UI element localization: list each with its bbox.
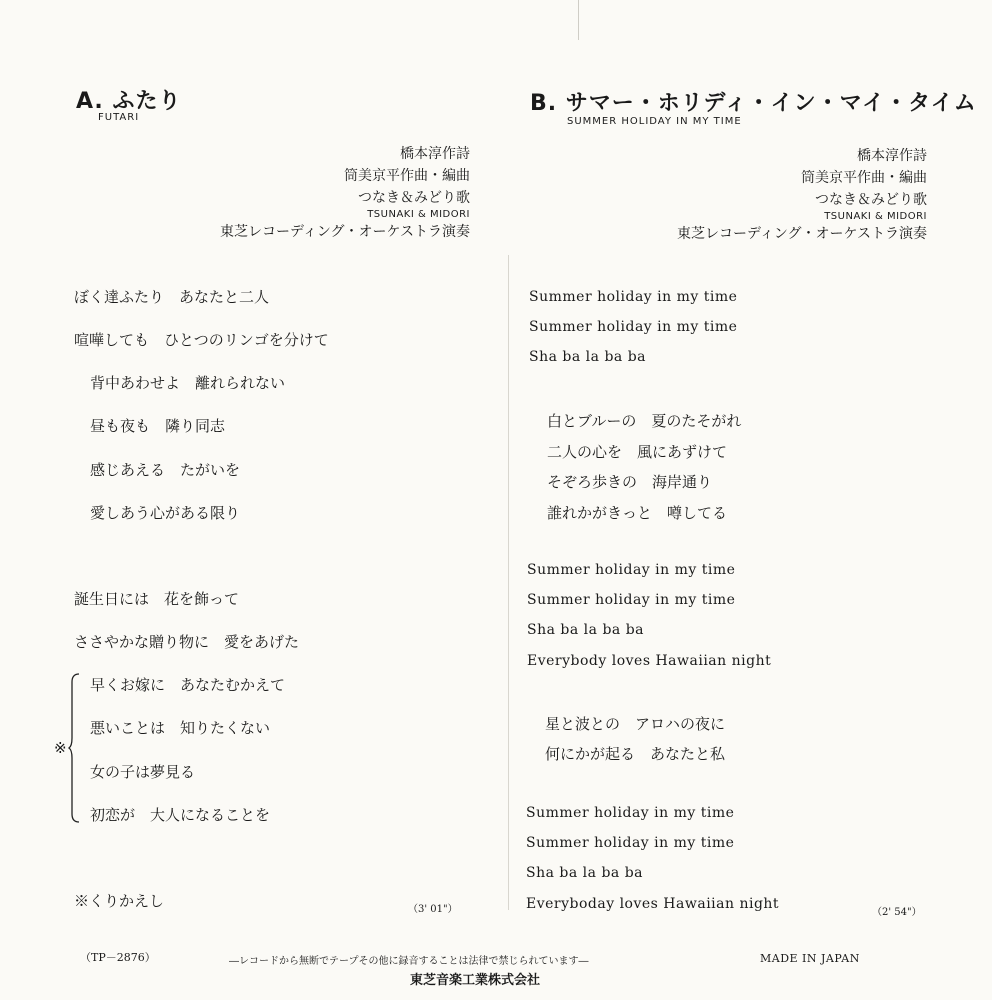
lyric-line: 感じあえる たがいを <box>90 461 241 479</box>
side-b-composer: 筒美京平作曲・編曲 <box>801 170 927 186</box>
side-a-duration: （3' 01"） <box>408 904 458 915</box>
lyric-line: Summer holiday in my time <box>527 562 736 578</box>
side-b-title: B. サマー・ホリディ・イン・マイ・タイム <box>530 91 977 116</box>
repeat-mark: ※ <box>54 739 67 757</box>
lyric-line: Everybody loves Hawaiian night <box>527 653 772 669</box>
lyric-line: 女の子は夢見る <box>90 763 196 781</box>
lyric-line: ぼく達ふたり あなたと二人 <box>74 288 270 306</box>
lyric-line: 初恋が 大人になることを <box>90 806 271 824</box>
lyric-line: ささやかな贈り物に 愛をあげた <box>74 633 300 651</box>
side-a-orchestra: 東芝レコーディング・オーケストラ演奏 <box>219 224 470 240</box>
side-a-composer: 筒美京平作曲・編曲 <box>344 168 470 184</box>
side-b-credits <box>677 145 927 245</box>
lyric-line: Everyboday loves Hawaiian night <box>526 896 780 912</box>
lyric-line: 早くお嫁に あなたむかえて <box>90 676 286 694</box>
side-a-artist-en: TSUNAKI & MIDORI <box>367 209 470 220</box>
lyric-line: 誰れかがきっと 噂してる <box>547 504 728 522</box>
side-b-lyricist: 橋本淳作詩 <box>857 148 927 164</box>
side-a-credits <box>220 143 470 243</box>
lyric-line: Sha ba la ba ba <box>529 349 647 365</box>
lyric-line: Summer holiday in my time <box>526 835 735 851</box>
side-b-singer: つなき＆みどり歌 <box>815 192 927 208</box>
company-name: 東芝音楽工業株式会社 <box>410 973 541 988</box>
lyric-line: 愛しあう心がある限り <box>90 504 241 522</box>
column-divider <box>508 255 509 910</box>
lyric-line: Summer holiday in my time <box>529 319 738 335</box>
lyric-line: 喧嘩しても ひとつのリンゴを分けて <box>74 331 329 349</box>
lyric-line: 誕生日には 花を飾って <box>74 590 240 608</box>
lyric-line: 何にかが起る あなたと私 <box>545 745 726 763</box>
lyric-line: Sha ba la ba ba <box>526 865 644 881</box>
lyric-line: そぞろ歩きの 海岸通り <box>547 473 713 491</box>
lyric-line: Summer holiday in my time <box>526 805 735 821</box>
lyric-line: 背中あわせよ 離れられない <box>90 374 286 392</box>
side-b-artist-en: TSUNAKI & MIDORI <box>824 211 927 222</box>
made-in-japan: MADE IN JAPAN <box>760 952 860 965</box>
lyric-line: 星と波との アロハの夜に <box>545 715 726 733</box>
lyric-line: Summer holiday in my time <box>529 289 738 305</box>
side-b-orchestra: 東芝レコーディング・オーケストラ演奏 <box>676 226 927 242</box>
repeat-note: ※くりかえし <box>74 892 165 910</box>
lyric-line: Summer holiday in my time <box>527 592 736 608</box>
lyric-line: 悪いことは 知りたくない <box>90 719 271 737</box>
fold-crease <box>578 0 579 40</box>
lyric-line: 二人の心を 風にあずけて <box>547 443 728 461</box>
lyric-line: Sha ba la ba ba <box>527 622 645 638</box>
side-b-romaji: SUMMER HOLIDAY IN MY TIME <box>567 116 742 127</box>
lyric-line: 昼も夜も 隣り同志 <box>90 417 226 435</box>
side-a-lyricist: 橋本淳作詩 <box>400 146 470 162</box>
side-a-singer: つなき＆みどり歌 <box>358 190 470 206</box>
copyright-notice: ―レコードから無断でテープその他に録音することは法律で禁じられています― <box>229 956 589 967</box>
repeat-brace <box>68 672 80 824</box>
catalog-number: （TP－2876） <box>80 951 156 964</box>
side-a-title: A. ふたり <box>76 89 182 114</box>
side-b-duration: （2' 54"） <box>872 907 922 918</box>
side-a-romaji: FUTARI <box>98 112 140 123</box>
lyric-line: 白とブルーの 夏のたそがれ <box>547 412 742 430</box>
